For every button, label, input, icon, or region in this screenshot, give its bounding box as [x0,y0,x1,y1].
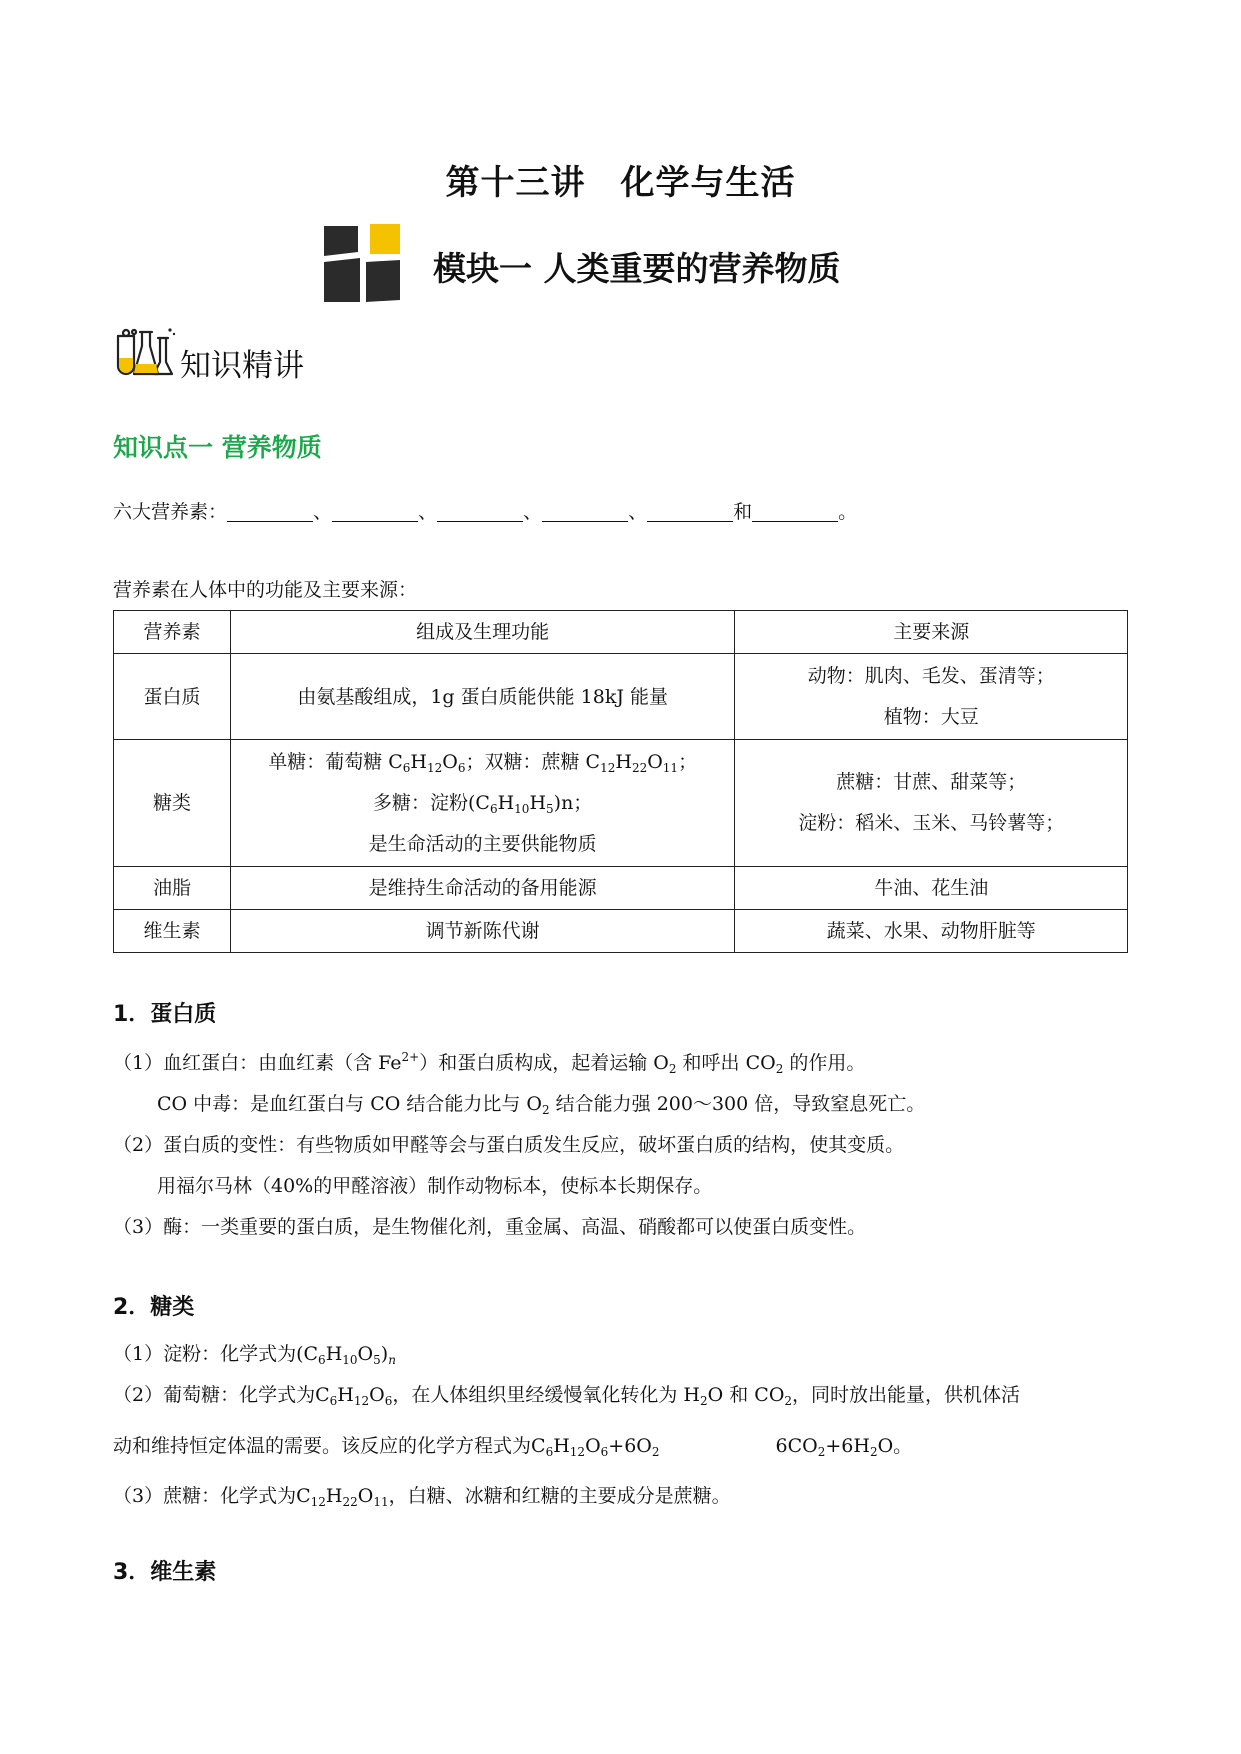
knowledge-point-title: 知识点一 营养物质 [113,433,322,462]
section-heading-vitamins: 3．维生素 [113,1560,217,1585]
table-row [114,910,1128,953]
sugar-item-2: （2）葡萄糖：化学式为$C_6H_{12}O_6$，在人体组织里经缓慢氧化转化为 $H_2O$ 和 $CO_2$，同时放出能量，供机体活 [113,1384,1021,1408]
sugar-types-line: 单糖：葡萄糖 $C_6H_{12}O_6$；双糖：蔗糖 $C_{12}H_{22}O_{11}$； [268,750,698,775]
protein-item-3: （3）酶：一类重要的蛋白质，是生物催化剂，重金属、高温、硝酸都可以使蛋白质变性。 [113,1216,867,1238]
nutrient-name: 油脂 [114,867,231,910]
blank-2[interactable] [332,501,418,522]
nutrient-name: 糖类 [114,740,231,867]
sugar-item-2-line2: 动和维持恒定体温的需要。该反应的化学方程式为$C_6H_{12}O_6+6O_2$ $6CO_2+6H_2O$。 [113,1435,913,1459]
nutrient-name: 蛋白质 [114,654,231,740]
sugar-item-3: （3）蔗糖：化学式为$C_{12}H_{22}O_{11}$，白糖、冰糖和红糖的主要成分是蔗糖。 [113,1485,731,1509]
header-cell: 组成及生理功能 [230,611,735,654]
table-row [114,654,1128,740]
blank-6[interactable] [752,501,838,522]
protein-item-1: （1）血红蛋白：由血红素（含 $Fe^{2+}$）和蛋白质构成，起着运输 $O_2$ 和呼出 $CO_2$ 的作用。 [113,1050,866,1076]
six-nutrients-line: 六大营养素： 、 、 、 、 和 。 [113,501,858,523]
table-header-row [114,611,1128,654]
section-heading-sugars: 2．糖类 [113,1295,195,1320]
co-poisoning-line: CO 中毒：是血红蛋白与 CO 结合能力比与 $O_2$ 结合能力强 200～300 倍，导致窒息死亡。 [157,1093,926,1117]
protein-item-2b: 用福尔马林（40%的甲醛溶液）制作动物标本，使标本长期保存。 [157,1175,713,1197]
nutrient-source: 蔗糖：甘蔗、甜菜等； 淀粉：稻米、玉米、马铃薯等； [735,740,1128,867]
section-title: 知识精讲 [180,348,304,384]
protein-item-2: （2）蛋白质的变性：有些物质如甲醛等会与蛋白质发生反应，破坏蛋白质的结构，使其变质。 [113,1134,905,1156]
nutrient-source: 蔬菜、水果、动物肝脏等 [735,910,1128,953]
nutrient-source: 动物：肌肉、毛发、蛋清等； 植物：大豆 [735,654,1128,740]
header-cell: 主要来源 [735,611,1128,654]
module-title: 模块一 人类重要的营养物质 [433,249,841,288]
nutrient-name: 维生素 [114,910,231,953]
table-caption: 营养素在人体中的功能及主要来源： [113,579,418,601]
table-row [114,867,1128,910]
header-cell: 营养素 [114,611,231,654]
lecture-title: 第十三讲 化学与生活 [445,163,796,203]
nutrient-table [113,610,1128,953]
nutrient-function: 单糖：葡萄糖 $C_6H_{12}O_6$；双糖：蔗糖 $C_{12}H_{22}O_{11}$； 多糖：淀粉$(C_6H_{10}H_5)n$； 是生命活动的主要供能物质 [230,740,735,867]
nutrient-function: 是维持生命活动的备用能源 [230,867,735,910]
module-blocks-icon [320,222,404,306]
nutrient-function: 调节新陈代谢 [230,910,735,953]
polysaccharide-line: 多糖：淀粉$(C_6H_{10}H_5)n$； [372,791,593,816]
sugar-item-1: （1）淀粉：化学式为$(C_6H_{10}O_5)_n$ [113,1343,396,1367]
blank-4[interactable] [542,501,628,522]
nutrient-source: 牛油、花生油 [735,867,1128,910]
table-row [114,740,1128,867]
blank-1[interactable] [227,501,313,522]
lab-flask-icon [112,326,176,382]
blank-5[interactable] [647,501,733,522]
section-heading-protein: 1．蛋白质 [113,1002,217,1027]
nutrient-function: 由氨基酸组成，1g 蛋白质能供能 18kJ 能量 [230,654,735,740]
blank-3[interactable] [437,501,523,522]
